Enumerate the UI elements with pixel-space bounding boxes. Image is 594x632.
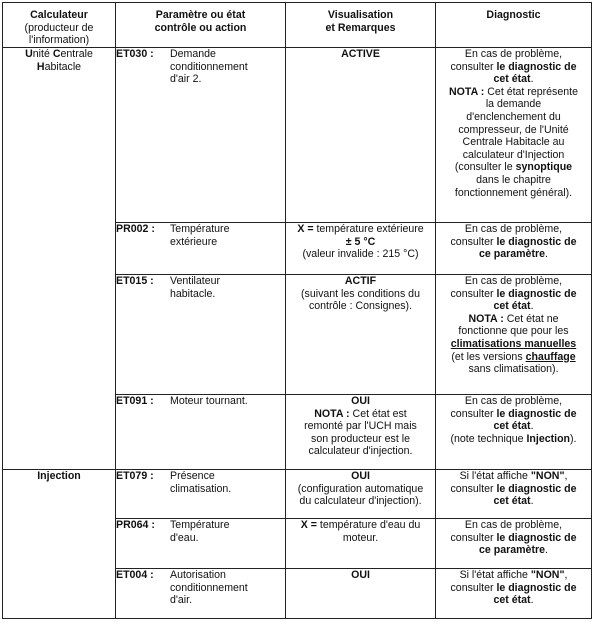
diag-line: En cas de problème, — [464, 395, 563, 407]
param-cell-et015 — [116, 275, 286, 395]
diag-line: fonctionnement général). — [454, 186, 573, 199]
diag-text: . — [545, 544, 548, 557]
table-row — [3, 48, 592, 223]
diag-text: Si l'état affiche — [459, 569, 531, 581]
diag-line: Centrale Habitacle au — [462, 136, 565, 149]
diag-line — [436, 495, 591, 508]
param-code: PR002 : — [116, 223, 155, 235]
diag-nota — [436, 313, 591, 326]
diag-link-text: cet état — [493, 73, 531, 86]
visu-cell-et091 — [286, 395, 436, 470]
visu-text: température d'eau du — [316, 519, 421, 531]
diag-link-text: le diagnostic de — [496, 60, 577, 73]
header-visu-line2: et Remarques — [325, 21, 396, 34]
diag-line — [436, 483, 591, 496]
uch-l2-a: H — [36, 60, 45, 73]
visu-cell-pr064 — [286, 519, 436, 569]
header-diagnostic — [436, 3, 592, 48]
visu-line: (suivant les conditions du — [301, 287, 420, 300]
param-label-line: d'eau. — [170, 531, 199, 544]
diag-cell-et091 — [436, 395, 592, 470]
param-label-line: extérieure — [170, 235, 218, 248]
diag-link-text: Injection — [526, 432, 571, 445]
visu-cell-et079 — [286, 470, 436, 519]
diag-line: En cas de problème, — [464, 275, 563, 287]
diag-line — [436, 420, 591, 433]
header-param-line1: Paramètre ou état — [155, 9, 246, 21]
diag-cell-et004 — [436, 569, 592, 619]
diag-text: , — [564, 569, 568, 581]
visu-value: OUI — [351, 470, 370, 482]
diag-text: . — [530, 300, 534, 313]
diag-text: , — [564, 470, 568, 482]
param-cell-et091 — [116, 395, 286, 470]
visu-line: contrôle : Consignes). — [308, 300, 413, 313]
diag-line: la demande — [485, 98, 542, 111]
diag-link-text: ce paramètre — [479, 544, 545, 557]
diag-line — [436, 433, 591, 446]
param-label — [170, 470, 266, 495]
visu-tolerance: ± 5 °C — [345, 235, 376, 248]
param-code: ET004 : — [116, 569, 154, 581]
diag-line — [436, 300, 591, 313]
diag-line — [436, 532, 591, 545]
param-code: ET030 : — [116, 48, 154, 60]
diag-link-text: cet état — [493, 300, 531, 313]
param-label-line: conditionnement — [170, 581, 248, 594]
param-cell-pr064 — [116, 519, 286, 569]
diag-link-text: le diagnostic de — [496, 407, 577, 420]
param-label-line: Moteur tournant. — [170, 395, 248, 407]
diag-cell-et030 — [436, 48, 592, 223]
visu-cell-et015 — [286, 275, 436, 395]
diag-line: En cas de problème, — [464, 223, 563, 235]
uch-l1-d: entrale — [60, 48, 93, 60]
visu-value: ACTIF — [344, 275, 377, 287]
diag-text: consulter — [450, 60, 497, 73]
diag-text: (consulter le — [454, 161, 516, 174]
header-calc-title: Calculateur — [30, 9, 88, 21]
visu-x-label: X = — [300, 519, 317, 531]
diag-link-text: synoptique — [515, 161, 573, 174]
diag-underlined-text: climatisations manuelles — [450, 337, 577, 350]
diag-status-value: "NON" — [530, 470, 565, 482]
diag-link-text: cet état — [493, 594, 531, 607]
diag-line — [436, 544, 591, 557]
table-row — [3, 470, 592, 519]
diag-line — [436, 569, 591, 582]
group-unite-centrale-habitacle — [3, 48, 116, 470]
uch-l1-b: nité — [32, 48, 53, 60]
diag-line: compresseur, de l'Unité — [458, 123, 569, 136]
param-label-line: climatisation. — [170, 482, 232, 495]
diag-text: consulter — [450, 581, 497, 594]
diag-line — [436, 61, 591, 74]
visu-nota — [286, 408, 435, 421]
param-label — [170, 569, 266, 607]
diag-text: Si l'état affiche — [459, 470, 531, 482]
param-label-line: d'air 2. — [170, 73, 202, 86]
param-label-line: conditionnement — [170, 60, 248, 73]
diag-cell-et015 — [436, 275, 592, 395]
param-label — [170, 519, 266, 544]
param-label — [170, 275, 266, 300]
param-label — [170, 223, 266, 248]
header-calculateur — [3, 3, 116, 48]
diag-text: consulter — [450, 482, 497, 495]
diag-line — [436, 236, 591, 249]
visu-line: son producteur est le — [311, 432, 410, 445]
header-parametre — [116, 3, 286, 48]
diag-text: . — [545, 248, 548, 261]
diag-line — [436, 351, 591, 364]
param-code: ET079 : — [116, 470, 154, 482]
diag-line — [436, 288, 591, 301]
visu-value: OUI — [351, 395, 370, 407]
diag-text: consulter — [450, 407, 497, 420]
diag-line — [436, 408, 591, 421]
diag-link-text: le diagnostic de — [496, 287, 577, 300]
param-code: ET091 : — [116, 395, 154, 407]
param-cell-et079 — [116, 470, 286, 519]
diag-text: Cet état ne — [503, 312, 559, 325]
diag-text: (note technique — [450, 432, 527, 445]
group-uch-line2 — [3, 61, 115, 74]
diag-link-text: cet état — [493, 420, 531, 433]
param-cell-et030 — [116, 48, 286, 223]
visu-line: calculateur d'injection. — [308, 445, 413, 458]
param-label-line: d'air. — [170, 594, 193, 607]
visu-cell-et030 — [286, 48, 436, 223]
diag-line — [436, 161, 591, 174]
diag-line: En cas de problème, — [464, 48, 563, 60]
param-label — [170, 48, 266, 86]
header-visualisation — [286, 3, 436, 48]
group-uch-line1 — [3, 48, 115, 61]
header-row — [3, 3, 592, 48]
group-injection-label: Injection — [37, 470, 81, 482]
diag-line — [436, 594, 591, 607]
nota-label: NOTA : — [468, 312, 504, 325]
visu-invalid-value: (valeur invalide : 215 °C) — [302, 248, 419, 261]
param-label-line: Présence — [170, 470, 215, 482]
visu-line — [286, 223, 435, 236]
diag-link-text: le diagnostic de — [496, 482, 577, 495]
param-cell-et004 — [116, 569, 286, 619]
param-label-line: Demande — [170, 48, 216, 60]
diag-text: . — [530, 420, 534, 433]
diag-nota — [436, 86, 591, 99]
diag-line: calculateur d'Injection — [462, 148, 565, 161]
param-label-line: Température — [170, 519, 230, 531]
visu-line: du calculateur d'injection). — [299, 495, 422, 508]
diag-text: consulter — [450, 235, 497, 248]
nota-label: NOTA : — [449, 85, 485, 98]
diag-line — [436, 582, 591, 595]
param-label-line: Ventilateur — [170, 275, 221, 287]
diag-line: dans le chapitre — [476, 173, 551, 186]
diag-cell-pr002 — [436, 223, 592, 275]
diag-text: consulter — [450, 531, 497, 544]
diag-link-text: cet état — [493, 495, 531, 508]
visu-x-label: X = — [297, 223, 314, 235]
visu-value: OUI — [351, 569, 370, 581]
visu-line: (configuration automatique — [297, 482, 424, 495]
param-label-line: Température — [170, 223, 230, 235]
diag-text: . — [530, 594, 534, 607]
diag-text: ). — [570, 432, 577, 445]
param-code: PR064 : — [116, 519, 155, 531]
uch-l1-c: C — [52, 48, 61, 60]
diag-status-value: "NON" — [530, 569, 565, 581]
uch-l1-a: U — [25, 48, 33, 60]
header-visu-line1: Visualisation — [327, 9, 394, 21]
uch-l2-b: abitacle — [44, 60, 82, 73]
param-label-line: habitacle. — [170, 287, 216, 300]
visu-line — [286, 519, 435, 532]
diag-line — [436, 73, 591, 86]
visu-cell-pr002 — [286, 223, 436, 275]
diag-line: fonctionne que pour les — [458, 325, 569, 338]
visu-value: ACTIVE — [341, 48, 380, 60]
nota-label: NOTA : — [314, 407, 350, 420]
header-param-line2: contrôle ou action — [154, 21, 247, 34]
diag-link-text: le diagnostic de — [496, 235, 577, 248]
diagnostic-table — [2, 2, 592, 619]
diag-line — [436, 248, 591, 261]
diag-link-text: le diagnostic de — [496, 581, 577, 594]
param-label — [170, 395, 266, 408]
diag-text: . — [530, 73, 534, 86]
visu-text: température extérieure — [313, 223, 424, 235]
diag-line — [436, 470, 591, 483]
header-diag: Diagnostic — [486, 9, 541, 21]
diag-text: Cet état représente — [484, 85, 578, 98]
diag-line: d'enclenchement du — [466, 110, 561, 123]
diag-underlined-text: chauffage — [525, 350, 576, 363]
visu-line: remonté par l'UCH mais — [304, 420, 417, 433]
diag-cell-pr064 — [436, 519, 592, 569]
diag-line: En cas de problème, — [464, 519, 563, 531]
diag-line: sans climatisation). — [468, 363, 559, 376]
visu-line: moteur. — [342, 531, 379, 544]
param-label-line: Autorisation — [170, 569, 226, 581]
header-calc-sub1: (producteur de — [24, 21, 94, 34]
diag-text: (et les versions — [451, 350, 526, 363]
visu-cell-et004 — [286, 569, 436, 619]
diag-link-text: le diagnostic de — [496, 531, 577, 544]
param-code: ET015 : — [116, 275, 154, 287]
diag-link-text: ce paramètre — [479, 248, 545, 261]
diag-text: consulter — [450, 287, 497, 300]
group-injection — [3, 470, 116, 619]
diag-cell-et079 — [436, 470, 592, 519]
header-calc-sub2: l'information) — [28, 34, 90, 47]
diag-text: . — [530, 495, 534, 508]
param-cell-pr002 — [116, 223, 286, 275]
visu-text: Cet état est — [349, 407, 407, 420]
